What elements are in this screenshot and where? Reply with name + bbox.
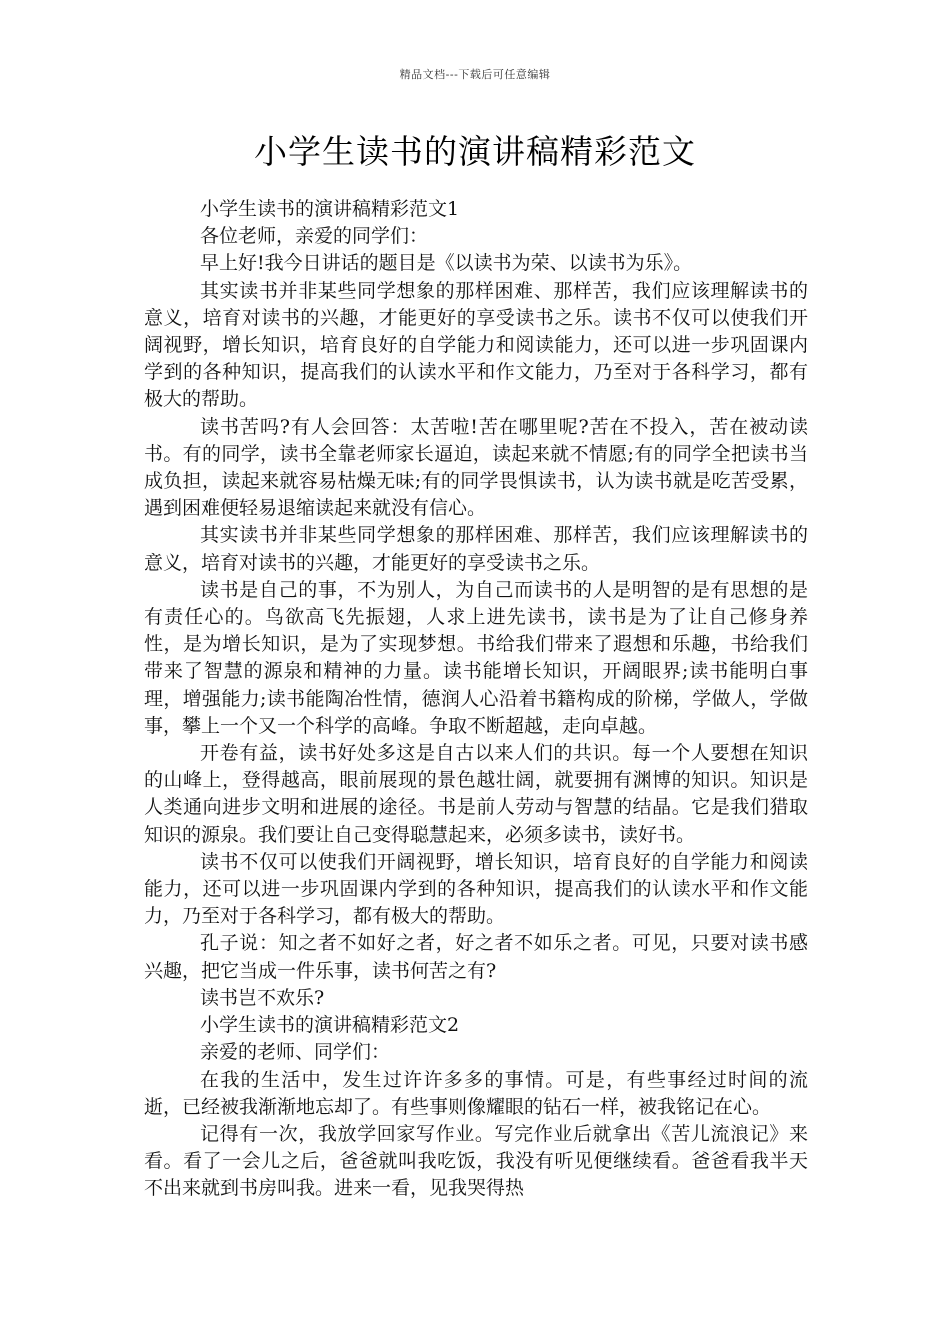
paragraph: 读书不仅可以使我们开阔视野，增长知识，培育良好的自学能力和阅读能力，还可以进一步巩固课内学到的各种知识，提高我们的认读水平和作文能力，乃至对于各科学习，都有极大的帮助。	[144, 850, 808, 928]
document-title: 小学生读书的演讲稿精彩范文	[254, 132, 696, 171]
paragraph: 读书岂不欢乐?	[200, 986, 325, 1009]
paragraph: 其实读书并非某些同学想象的那样困难、那样苦，我们应该理解读书的意义，培育对读书的兴趣，才能更好的享受读书之乐。	[144, 524, 808, 574]
paragraph: 读书苦吗?有人会回答：太苦啦!苦在哪里呢?苦在不投入，苦在被动读书。有的同学，读书全靠老师家长逼迫，读起来就不情愿;有的同学全把读书当成负担，读起来就容易枯燥无味;有的同学畏惧读书，认为读书就是吃苦受累，遇到困难便轻易退缩读起来就没有信心。	[144, 415, 808, 520]
paragraph: 开卷有益，读书好处多这是自古以来人们的共识。每一个人要想在知识的山峰上，登得越高，眼前展现的景色越壮阔，就要拥有渊博的知识。知识是人类通向进步文明和进展的途径。书是前人劳动与智慧的结晶。它是我们猎取知识的源泉。我们要让自己变得聪慧起来，必须多读书，读好书。	[144, 742, 808, 846]
paragraph: 记得有一次，我放学回家写作业。写完作业后就拿出《苦儿流浪记》来看。看了一会儿之后，爸爸就叫我吃饭，我没有听见便继续看。爸爸看我半天不出来就到书房叫我。进来一看，见我哭得热	[144, 1122, 808, 1200]
paragraph: 其实读书并非某些同学想象的那样困难、那样苦，我们应该理解读书的意义，培育对读书的兴趣，才能更好的享受读书之乐。读书不仅可以使我们开阔视野，增长知识，培育良好的自学能力和阅读能力，还可以进一步巩固课内学到的各种知识，提高我们的认读水平和作文能力，乃至对于各科学习，都有极大的帮助。	[144, 279, 808, 411]
paragraph: 亲爱的老师、同学们：	[200, 1041, 391, 1064]
document-body	[144, 196, 808, 1203]
paragraph: 孔子说：知之者不如好之者，好之者不如乐之者。可见，只要对读书感兴趣，把它当成一件乐事，读书何苦之有?	[144, 932, 808, 982]
paragraph: 早上好!我今日讲话的题目是《以读书为荣、以读书为乐》。	[200, 252, 693, 275]
paragraph: 各位老师，亲爱的同学们：	[200, 225, 429, 248]
paragraph: 在我的生活中，发生过许许多多的事情。可是，有些事经过时间的流逝，已经被我渐渐地忘却了。有些事则像耀眼的钻石一样，被我铭记在心。	[144, 1068, 808, 1118]
paragraph: 读书是自己的事，不为别人，为自己而读书的人是明智的是有思想的是有责任心的。鸟欲高飞先振翅，人求上进先读书，读书是为了让自己修身养性，是为增长知识，是为了实现梦想。书给我们带来了遐想和乐趣，书给我们带来了智慧的源泉和精神的力量。读书能增长知识，开阔眼界;读书能明白事理，增强能力;读书能陶冶性情，德润人心沿着书籍构成的阶梯，学做人，学做事，攀上一个又一个科学的高峰。争取不断超越，走向卓越。	[144, 578, 808, 737]
paragraph: 小学生读书的演讲稿精彩范文1	[200, 198, 460, 220]
header-note: 精品文档---下载后可任意编辑	[399, 68, 551, 81]
paragraph: 小学生读书的演讲稿精彩范文2	[200, 1014, 460, 1037]
